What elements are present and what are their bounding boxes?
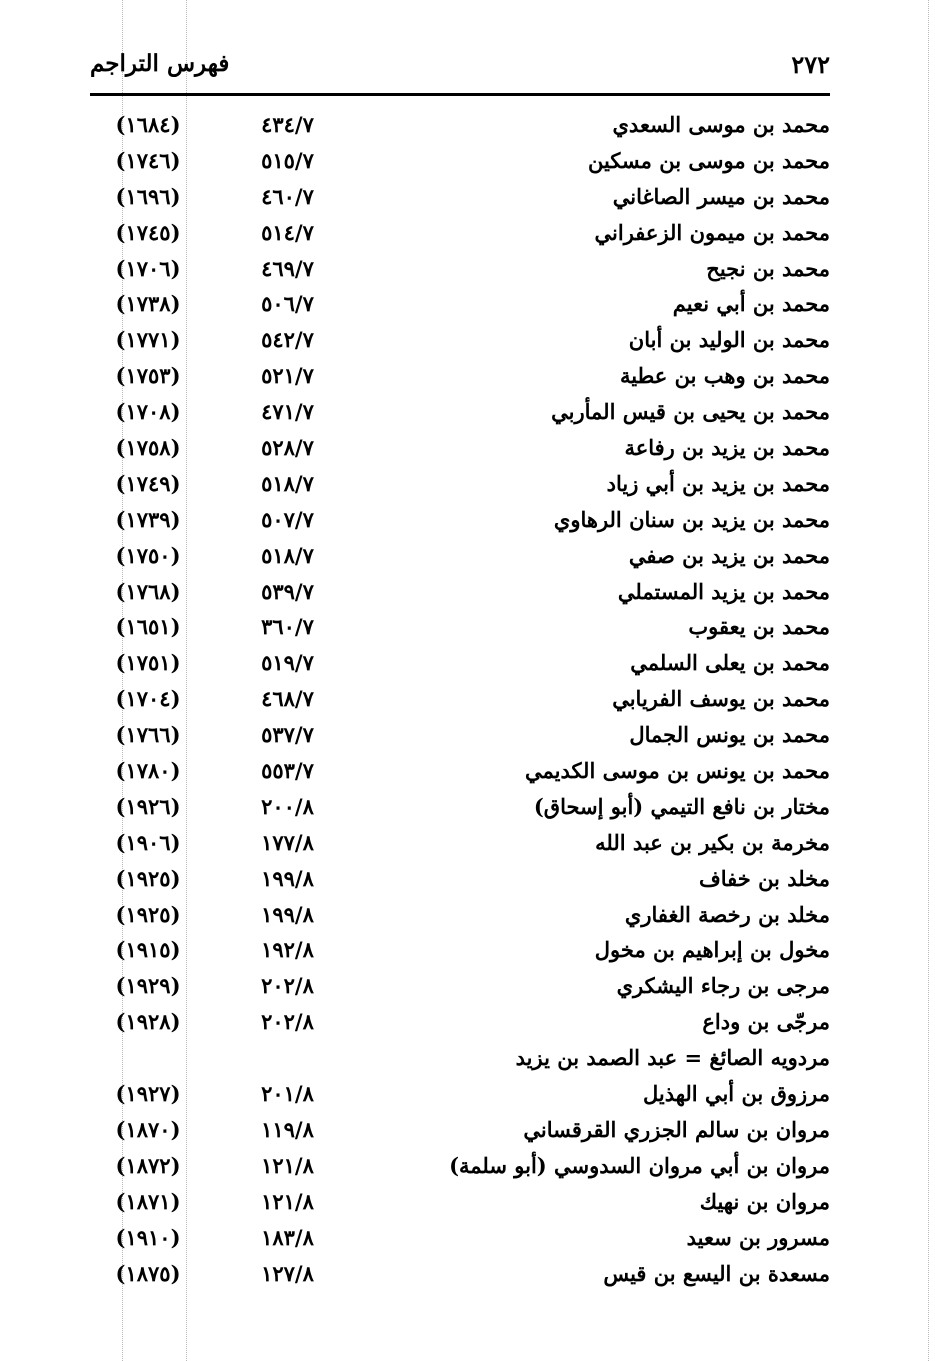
entry-number: (١٩٠٦) bbox=[115, 829, 181, 855]
index-entry bbox=[90, 575, 830, 611]
entry-number: (١٧٣٨) bbox=[115, 291, 181, 317]
index-entry bbox=[90, 1221, 830, 1257]
entry-number: (١٦٩٦) bbox=[115, 183, 181, 209]
index-entry bbox=[90, 1005, 830, 1041]
entry-number: (١٧٨٠) bbox=[115, 758, 181, 784]
index-entry bbox=[90, 503, 830, 539]
entry-volume-page: ٢٠١/٨ bbox=[261, 1081, 314, 1107]
entry-name: محمد بن يعلى السلمي bbox=[630, 650, 830, 676]
entry-number: (١٨٧٠) bbox=[115, 1116, 181, 1142]
entry-volume-page: ٢٠٢/٨ bbox=[261, 1009, 314, 1035]
index-entry bbox=[90, 287, 830, 323]
entry-name: محمد بن يزيد بن سنان الرهاوي bbox=[553, 506, 830, 532]
entry-volume-page: ٥٢٨/٧ bbox=[261, 435, 314, 461]
entry-number: (١٧٥٠) bbox=[115, 542, 181, 568]
entry-name: محمد بن نجيح bbox=[706, 255, 830, 281]
entry-number: (١٦٥١) bbox=[115, 614, 181, 640]
entry-name: مختار بن نافع التيمي (أبو إسحاق) bbox=[533, 793, 830, 819]
entry-volume-page: ٤٦٨/٧ bbox=[261, 686, 314, 712]
entry-name: محمد بن أبي نعيم bbox=[672, 291, 830, 317]
entry-number: (١٩٢٥) bbox=[115, 901, 181, 927]
entry-name: محمد بن ميمون الزعفراني bbox=[594, 219, 830, 245]
entry-name: محمد بن الوليد بن أبان bbox=[628, 327, 830, 353]
entry-number: (١٨٧١) bbox=[115, 1188, 181, 1214]
entry-number: (١٨٧٢) bbox=[115, 1152, 181, 1178]
entry-number: (١٧٥٨) bbox=[115, 435, 181, 461]
index-entry bbox=[90, 323, 830, 359]
index-entries bbox=[90, 108, 830, 1292]
entry-name: محمد بن يزيد المستملي bbox=[617, 578, 830, 604]
entry-number: (١٧٠٦) bbox=[115, 255, 181, 281]
entry-volume-page: ٥١٨/٧ bbox=[261, 542, 314, 568]
entry-number: (١٧٠٨) bbox=[115, 399, 181, 425]
entry-number: (١٩٢٧) bbox=[115, 1081, 181, 1107]
index-entry bbox=[90, 718, 830, 754]
entry-volume-page: ٥١٩/٧ bbox=[261, 650, 314, 676]
entry-volume-page: ٤٦٠/٧ bbox=[261, 183, 314, 209]
index-entry bbox=[90, 359, 830, 395]
entry-name: مسعدة بن اليسع بن قيس bbox=[603, 1260, 830, 1286]
entry-volume-page: ١٩٩/٨ bbox=[261, 901, 314, 927]
index-entry bbox=[90, 467, 830, 503]
index-entry bbox=[90, 862, 830, 898]
entry-volume-page: ١٧٧/٨ bbox=[261, 829, 314, 855]
page-number: ٢٧٢ bbox=[791, 50, 830, 79]
entry-name: مرزوق بن أبي الهذيل bbox=[642, 1081, 830, 1107]
index-entry bbox=[90, 431, 830, 467]
entry-volume-page: ٥٠٦/٧ bbox=[261, 291, 314, 317]
entry-volume-page: ٥١٤/٧ bbox=[261, 219, 314, 245]
entry-name: محمد بن يزيد بن أبي زياد bbox=[606, 470, 830, 496]
entry-number: (١٧٤٩) bbox=[115, 470, 181, 496]
entry-number: (١٧٦٦) bbox=[115, 722, 181, 748]
index-entry bbox=[90, 1077, 830, 1113]
entry-name: مخرمة بن بكير بن عبد الله bbox=[595, 829, 830, 855]
running-title: فهرس التراجم bbox=[90, 50, 230, 77]
index-entry bbox=[90, 539, 830, 575]
index-entry bbox=[90, 216, 830, 252]
index-entry bbox=[90, 826, 830, 862]
entry-number: (١٧٠٤) bbox=[115, 686, 181, 712]
index-entry bbox=[90, 933, 830, 969]
entry-volume-page: ٤٣٤/٧ bbox=[261, 112, 314, 137]
entry-name: محمد بن يزيد بن صفي bbox=[628, 542, 830, 568]
entry-volume-page: ٥٢١/٧ bbox=[261, 363, 314, 389]
entry-number: (١٧٤٦) bbox=[115, 147, 181, 173]
entry-volume-page: ١٢٧/٨ bbox=[261, 1260, 314, 1286]
entry-volume-page: ٥١٨/٧ bbox=[261, 470, 314, 496]
entry-name: مخول بن إبراهيم بن مخول bbox=[594, 937, 830, 963]
entry-volume-page: ٥٣٩/٧ bbox=[261, 578, 314, 604]
entry-volume-page: ٥١٥/٧ bbox=[261, 147, 314, 173]
index-entry bbox=[90, 1257, 830, 1293]
entry-number: (١٦٨٤) bbox=[115, 112, 181, 137]
entry-name: محمد بن يونس بن موسى الكديمي bbox=[524, 758, 830, 784]
index-entry bbox=[90, 610, 830, 646]
entry-volume-page: ٢٠٢/٨ bbox=[261, 973, 314, 999]
index-entry bbox=[90, 790, 830, 826]
entry-volume-page: ٤٦٩/٧ bbox=[261, 255, 314, 281]
index-entry bbox=[90, 108, 830, 144]
entry-volume-page: ١٢١/٨ bbox=[261, 1188, 314, 1214]
index-entry bbox=[90, 646, 830, 682]
entry-volume-page: ٤٧١/٧ bbox=[261, 399, 314, 425]
index-entry bbox=[90, 252, 830, 288]
index-entry bbox=[90, 180, 830, 216]
entry-volume-page: ٥٠٧/٧ bbox=[261, 506, 314, 532]
index-entry bbox=[90, 1041, 830, 1077]
entry-number: (١٩٢٨) bbox=[115, 1009, 181, 1035]
entry-volume-page: ٢٠٠/٨ bbox=[261, 793, 314, 819]
entry-name: مروان بن نهيك bbox=[699, 1188, 830, 1214]
entry-name: محمد بن وهب بن عطية bbox=[619, 363, 830, 389]
entry-volume-page: ١٢١/٨ bbox=[261, 1152, 314, 1178]
entry-number: (١٩٢٦) bbox=[115, 793, 181, 819]
entry-name: مروان بن سالم الجزري القرقساني bbox=[523, 1116, 830, 1142]
entry-name: مرجى بن رجاء اليشكري bbox=[616, 973, 830, 999]
entry-number: (١٩١٠) bbox=[115, 1224, 181, 1250]
entry-number: (١٩٢٩) bbox=[115, 973, 181, 999]
index-entry bbox=[90, 898, 830, 934]
entry-volume-page: ١٩٢/٨ bbox=[261, 937, 314, 963]
entry-name: محمد بن يوسف الفريابي bbox=[612, 686, 830, 712]
entry-number: (١٧٣٩) bbox=[115, 506, 181, 532]
entry-volume-page: ١١٩/٨ bbox=[261, 1116, 314, 1142]
entry-number: (١٨٧٥) bbox=[115, 1260, 181, 1286]
entry-volume-page: ٣٦٠/٧ bbox=[261, 614, 314, 640]
entry-number: (١٧٥٣) bbox=[115, 363, 181, 389]
entry-name: محمد بن يونس الجمال bbox=[629, 722, 830, 748]
entry-name: مروان بن أبي مروان السدوسي (أبو سلمة) bbox=[449, 1152, 830, 1178]
index-entry bbox=[90, 754, 830, 790]
header-rule bbox=[90, 93, 830, 96]
entry-volume-page: ١٨٣/٨ bbox=[261, 1224, 314, 1250]
index-entry bbox=[90, 144, 830, 180]
entry-name: محمد بن موسى السعدي bbox=[612, 112, 830, 137]
entry-name: محمد بن ميسر الصاغاني bbox=[612, 183, 830, 209]
entry-volume-page: ٥٣٧/٧ bbox=[261, 722, 314, 748]
entry-name: محمد بن موسى بن مسكين bbox=[588, 147, 830, 173]
entry-volume-page: ٥٥٣/٧ bbox=[261, 758, 314, 784]
index-entry bbox=[90, 1185, 830, 1221]
entry-volume-page: ٥٤٢/٧ bbox=[261, 327, 314, 353]
entry-name: محمد بن يعقوب bbox=[688, 614, 830, 640]
entry-number: (١٧٥١) bbox=[115, 650, 181, 676]
entry-name: مسرور بن سعيد bbox=[686, 1224, 830, 1250]
page-header bbox=[90, 40, 830, 90]
entry-name: محمد بن يزيد بن رفاعة bbox=[624, 435, 830, 461]
entry-number: (١٧٤٥) bbox=[115, 219, 181, 245]
entry-name: مردويه الصائغ = عبد الصمد بن يزيد bbox=[515, 1045, 830, 1071]
entry-name: مخلد بن رخصة الغفاري bbox=[624, 901, 830, 927]
entry-number: (١٧٧١) bbox=[115, 327, 181, 353]
index-entry bbox=[90, 682, 830, 718]
entry-name: مرجّى بن وداع bbox=[702, 1009, 830, 1035]
entry-name: مخلد بن خفاف bbox=[698, 865, 830, 891]
entry-name: محمد بن يحيى بن قيس المأربي bbox=[551, 399, 830, 425]
index-entry bbox=[90, 395, 830, 431]
entry-volume-page: ١٩٩/٨ bbox=[261, 865, 314, 891]
index-entry bbox=[90, 1149, 830, 1185]
index-entry bbox=[90, 969, 830, 1005]
entry-number: (١٩١٥) bbox=[115, 937, 181, 963]
scan-artifact-line bbox=[928, 0, 929, 1361]
entry-number: (١٩٢٥) bbox=[115, 865, 181, 891]
entry-number: (١٧٦٨) bbox=[115, 578, 181, 604]
index-entry bbox=[90, 1113, 830, 1149]
